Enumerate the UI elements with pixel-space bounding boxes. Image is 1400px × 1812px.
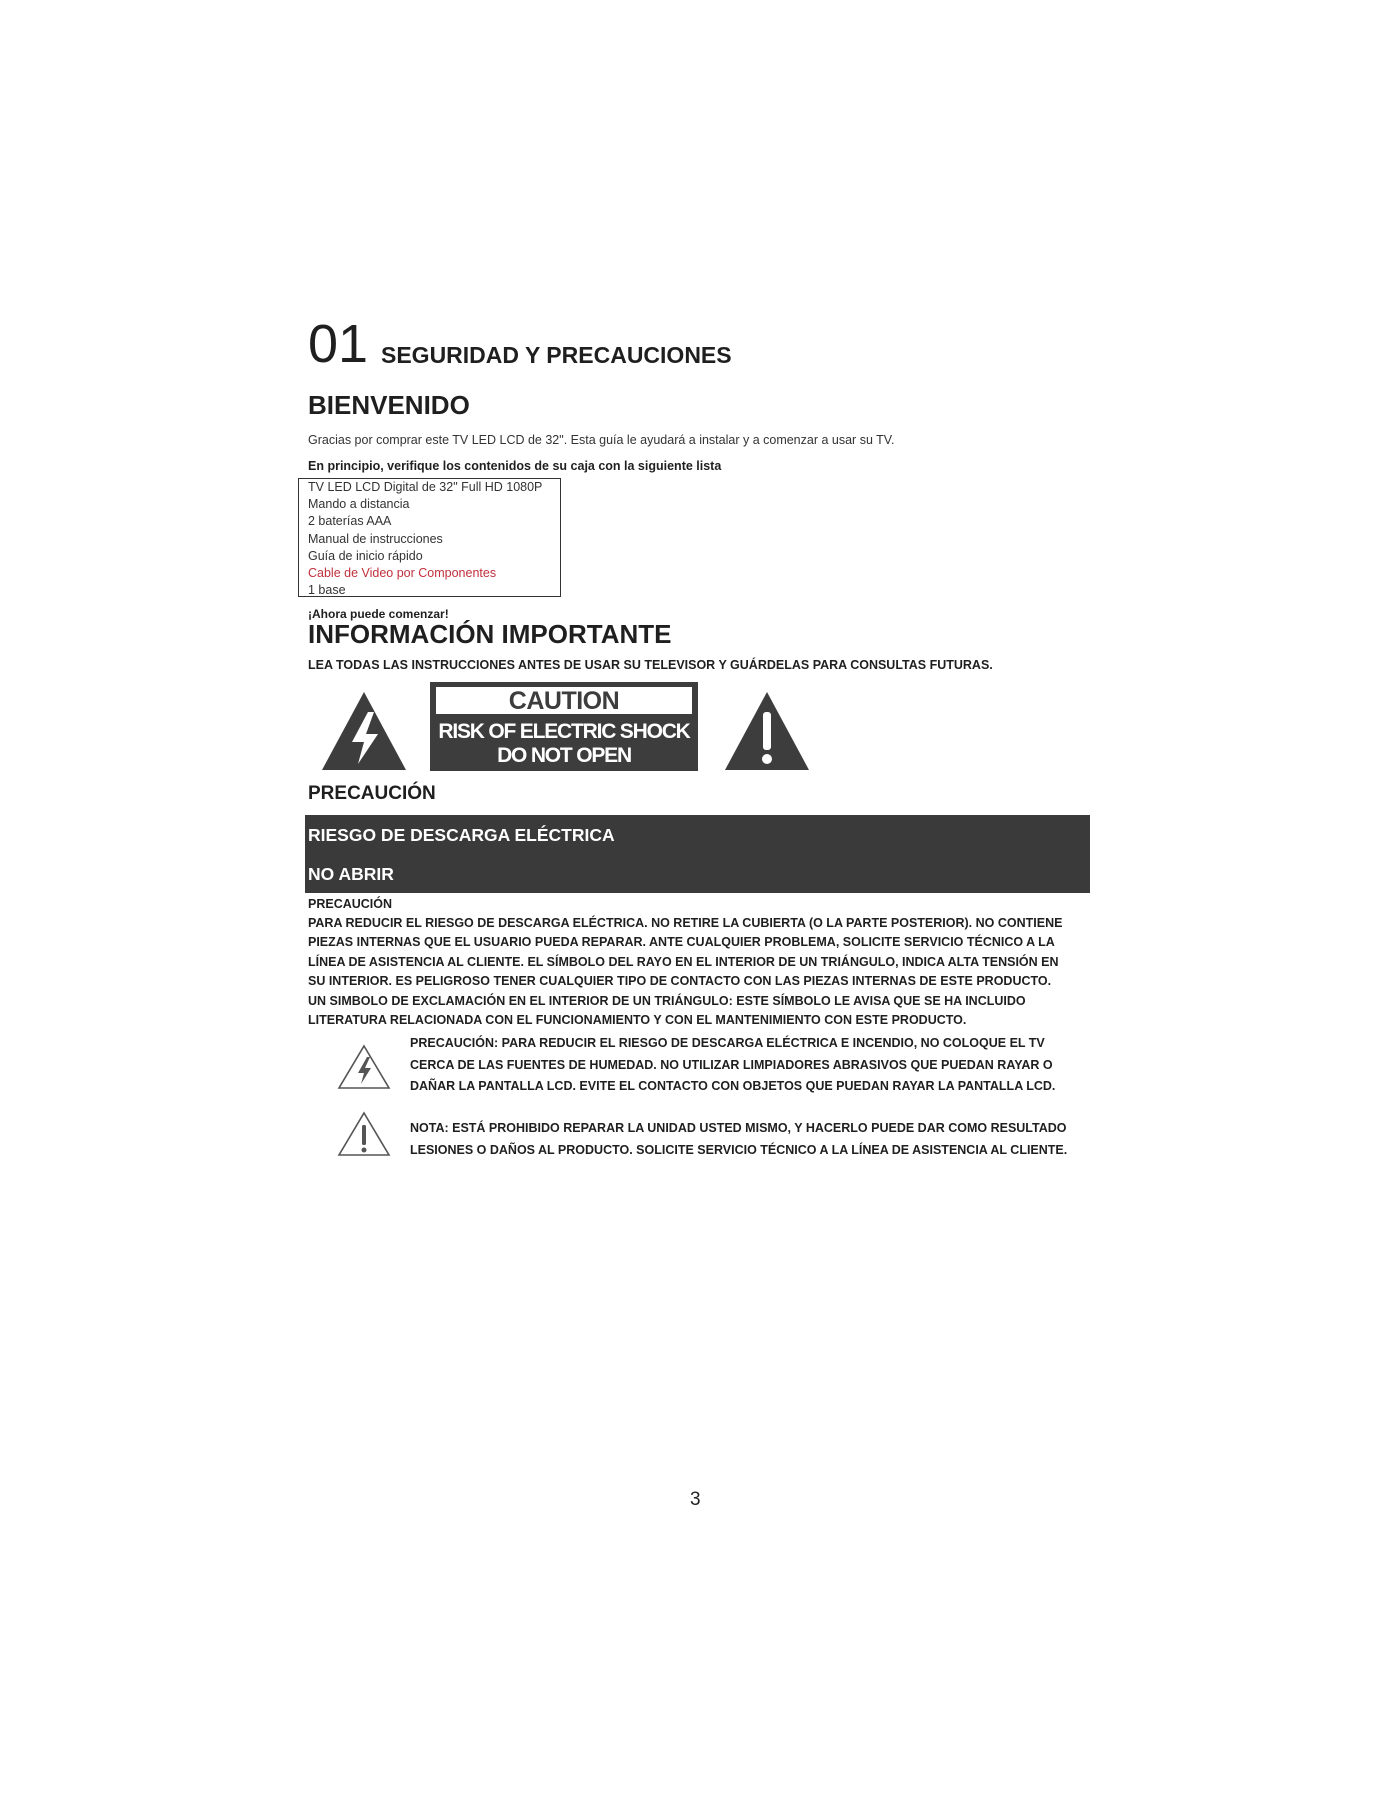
caution-label-title: CAUTION bbox=[435, 686, 693, 715]
note-line: LESIONES O DAÑOS AL PRODUCTO. SOLICITE SERVICIO TÉCNICO A LA LÍNEA DE ASISTENCIA AL CLIENTE. bbox=[410, 1143, 1068, 1157]
paragraph-line: SU INTERIOR. ES PELIGROSO TENER CUALQUIER TIPO DE CONTACTO CON LAS PIEZAS INTERNAS DE ESTE PRODUCTO. bbox=[308, 974, 1052, 989]
caution-label-line2: RISK OF ELECTRIC SHOCK bbox=[438, 720, 690, 743]
list-item: Mando a distancia bbox=[308, 497, 410, 512]
page-number: 3 bbox=[690, 1489, 701, 1510]
paragraph-line: PARA REDUCIR EL RIESGO DE DESCARGA ELÉCTRICA. NO RETIRE LA CUBIERTA (O LA PARTE POSTERIOR). NO CONTIENE bbox=[308, 916, 1063, 930]
note-line: CERCA DE LAS FUENTES DE HUMEDAD. NO UTILIZAR LIMPIADORES ABRASIVOS QUE PUEDAN RAYAR O bbox=[410, 1057, 1053, 1072]
caution-label bbox=[430, 682, 698, 771]
warning-band bbox=[305, 815, 1090, 893]
warning-band-line2: NO ABRIR bbox=[308, 864, 394, 884]
precaution-heading: PRECAUCIÓN bbox=[308, 783, 436, 804]
lightning-triangle-icon bbox=[318, 688, 410, 779]
list-item: 1 base bbox=[308, 583, 346, 598]
read-all-notice: LEA TODAS LAS INSTRUCCIONES ANTES DE USAR SU TELEVISOR Y GUÁRDELAS PARA CONSULTAS FUTURAS. bbox=[308, 658, 993, 672]
chapter-number: 01 bbox=[308, 314, 369, 374]
note-line: PRECAUCIÓN: PARA REDUCIR EL RIESGO DE DESCARGA ELÉCTRICA E INCENDIO, NO COLOQUE EL TV bbox=[410, 1036, 1045, 1050]
note-line: NOTA: ESTÁ PROHIBIDO REPARAR LA UNIDAD USTED MISMO, Y HACERLO PUEDE DAR COMO RESULTADO bbox=[410, 1121, 1067, 1135]
list-item: Manual de instrucciones bbox=[308, 531, 443, 546]
paragraph-line: UN SIMBOLO DE EXCLAMACIÓN EN EL INTERIOR DE UN TRIÁNGULO: ESTE SÍMBOLO LE AVISA QUE SE HA INCLUIDO bbox=[308, 993, 1026, 1008]
box-contents bbox=[298, 478, 561, 597]
exclamation-triangle-icon bbox=[336, 1110, 392, 1163]
warning-band-line1: RIESGO DE DESCARGA ELÉCTRICA bbox=[308, 825, 615, 845]
start-text: ¡Ahora puede comenzar! bbox=[308, 607, 449, 621]
repair-note bbox=[410, 1117, 1110, 1161]
list-item: Guía de inicio rápido bbox=[308, 548, 423, 563]
lightning-triangle-icon bbox=[336, 1043, 392, 1096]
note-line: DAÑAR LA PANTALLA LCD. EVITE EL CONTACTO CON OBJETOS QUE PUEDAN RAYAR LA PANTALLA LCD. bbox=[410, 1079, 1056, 1093]
fire-precaution-note bbox=[410, 1033, 1110, 1098]
precaution-paragraph bbox=[308, 914, 1108, 1030]
paragraph-line: PIEZAS INTERNAS QUE EL USUARIO PUEDA REPARAR. ANTE CUALQUIER PROBLEMA, SOLICITE SERVICIO TÉCNICO A LA bbox=[308, 935, 1055, 950]
checklist-title: En principio, verifique los contenidos de su caja con la siguiente lista bbox=[308, 459, 722, 473]
exclamation-triangle-icon bbox=[721, 688, 813, 779]
welcome-intro: Gracias por comprar este TV LED LCD de 32". Esta guía le ayudará a instalar y a comenzar a usar su TV. bbox=[308, 433, 895, 447]
caution-label-line3: DO NOT OPEN bbox=[497, 744, 631, 767]
important-heading: INFORMACIÓN IMPORTANTE bbox=[308, 619, 672, 649]
box-contents-list bbox=[308, 479, 542, 599]
welcome-heading: BIENVENIDO bbox=[308, 390, 470, 420]
list-item-highlighted: Cable de Video por Componentes bbox=[308, 566, 497, 581]
paragraph-line: LÍNEA DE ASISTENCIA AL CLIENTE. EL SÍMBOLO DEL RAYO EN EL INTERIOR DE UN TRIÁNGULO, INDICA ALTA TENSIÓN EN bbox=[308, 954, 1059, 969]
list-item: 2 baterías AAA bbox=[308, 514, 392, 529]
paragraph-line: LITERATURA RELACIONADA CON EL FUNCIONAMIENTO Y CON EL MANTENIMIENTO CON ESTE PRODUCTO. bbox=[308, 1013, 967, 1028]
list-item: TV LED LCD Digital de 32" Full HD 1080P bbox=[308, 480, 543, 494]
precaution-subheading: PRECAUCIÓN bbox=[308, 897, 393, 911]
chapter-title: SEGURIDAD Y PRECAUCIONES bbox=[381, 342, 732, 368]
